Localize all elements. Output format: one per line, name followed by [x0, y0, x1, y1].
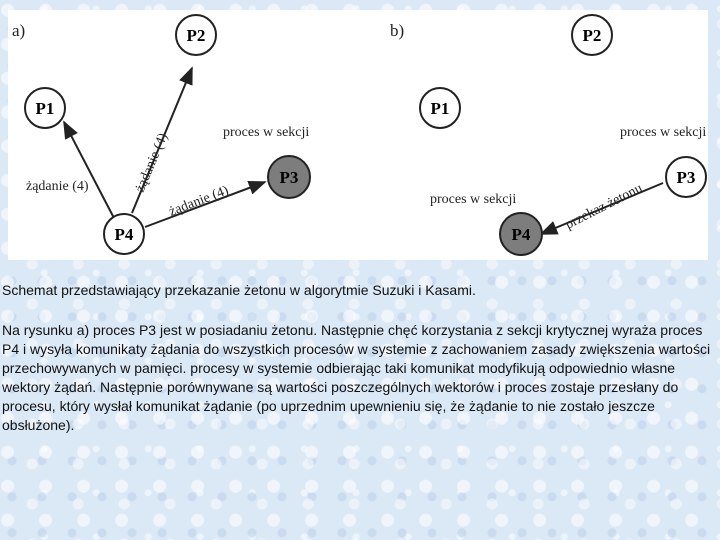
node-p2-b [572, 15, 612, 55]
svg-text:P1: P1 [35, 99, 55, 118]
edge-p4-p1 [64, 122, 115, 220]
svg-text:P2: P2 [582, 26, 602, 45]
svg-text:P3: P3 [279, 168, 299, 187]
edge-p4-p2-label: żądanie (4) [132, 131, 172, 195]
edge-p3-p4-label: przekaz żetonu [563, 180, 645, 233]
diagram-caption: Schemat przedstawiający przekazanie żetonu w algorytmie Suzuki i Kasami. [2, 282, 476, 298]
svg-text:P4: P4 [114, 225, 134, 244]
panel-a-label: a) [12, 21, 26, 40]
panel-b-annotation-p3: proces w sekcji [620, 125, 707, 140]
node-p1-a [25, 88, 65, 128]
node-p4-b [500, 213, 542, 255]
panel-b-annotation-p4: proces w sekcji [430, 192, 517, 207]
node-p4-a [104, 214, 144, 254]
svg-text:P4: P4 [511, 225, 531, 244]
svg-text:P1: P1 [430, 99, 450, 118]
svg-text:P2: P2 [186, 26, 206, 45]
token-passing-diagram [8, 10, 708, 260]
description-paragraph: Na rysunku a) proces P3 jest w posiadaniu żetonu. Następnie chęć korzystania z sekcji krytycznej wyraża proces P4 i wysyła komunikaty żądania do wszystkich procesów w systemie z zachowaniem zasady zwiększenia wartości przechowywanych w pamięci. procesy w systemie odbierając taki komunikat modyfikują odpowiednio własne wektory żądań. Następnie porównywane są wartości poszczególnych wektorów i proces zostaje przesłany do procesu, który wysłał komunikat żądanie (po uprzednim upewnieniu się, że żądanie to nie zostało jeszcze obsłużone). [2, 322, 711, 433]
node-p3-a [268, 156, 310, 198]
node-p1-b [420, 88, 460, 128]
edge-p4-p3-label: żądanie (4) [167, 183, 231, 220]
panel-a-annotation: proces w sekcji [223, 125, 310, 140]
node-p2-a [176, 15, 216, 55]
node-p3-b [666, 157, 706, 197]
diagram-svg [8, 10, 708, 260]
svg-text:P3: P3 [676, 168, 696, 187]
edge-p4-p1-label: żądanie (4) [26, 179, 89, 194]
panel-b-label: b) [390, 21, 405, 40]
